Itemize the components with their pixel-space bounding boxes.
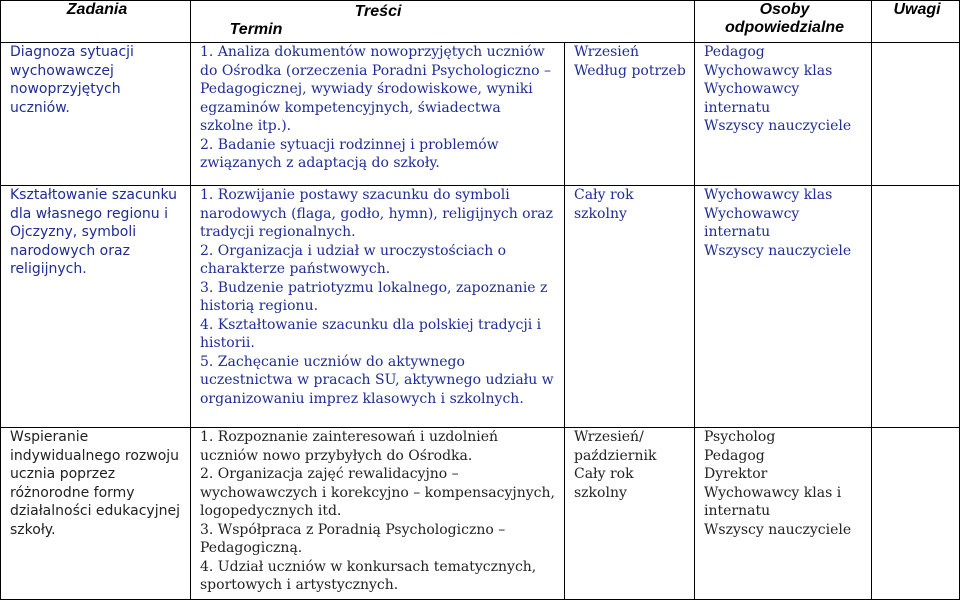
header-row xyxy=(1,1,960,43)
responsible-cell xyxy=(695,43,872,186)
notes-cell xyxy=(872,43,960,186)
content-cell xyxy=(191,428,565,600)
responsible-cell xyxy=(695,428,872,600)
responsible-item: Wychowawcy klas xyxy=(704,187,833,203)
notes-cell xyxy=(872,186,960,428)
content-item: 4. Kształtowanie szacunku dla polskiej tradycji i historii. xyxy=(200,316,542,351)
term-item: Według potrzeb xyxy=(574,62,686,79)
content-item: 3. Współpraca z Poradnią Psychologiczno – Pedagogiczną. xyxy=(200,521,506,556)
responsible-item: Wszyscy nauczyciele xyxy=(704,242,852,259)
responsible-item: Wszyscy nauczyciele xyxy=(704,118,852,134)
header-osoby: Osoby odpowiedzialne xyxy=(695,1,872,43)
term-item: Wrzesień xyxy=(574,44,640,60)
term-item: Cały rok szkolny xyxy=(574,466,634,501)
content-item: 1. Analiza dokumentów nowoprzyjętych uczniów do Ośrodka (orzeczenia Poradni Psychologiczno – Pedagogicznej, wywiady środowiskowe, wyniki egzaminów kompetencyjnych, świadectwa szkolne itp.). xyxy=(200,44,552,134)
term-cell xyxy=(565,186,695,428)
content-item: 2. Organizacja zajęć rewalidacyjno – wychowawczych i korekcyjno – kompensacyjnych, logopedycznych itd. xyxy=(200,466,555,519)
term-item: Cały rok szkolny xyxy=(574,187,634,222)
content-cell xyxy=(191,186,565,428)
responsible-item: Wszyscy nauczyciele xyxy=(704,521,852,538)
content-item: 1. Rozpoznanie zainteresowań i uzdolnień uczniów nowo przybyłych do Ośrodka. xyxy=(200,429,499,464)
header-uwagi: Uwagi xyxy=(872,1,960,43)
term-item: Wrzesień/ październik xyxy=(574,429,657,464)
responsible-cell xyxy=(695,186,872,428)
content-item: 3. Budzenie patriotyzmu lokalnego, zapoznanie z historią regionu. xyxy=(200,279,548,314)
responsible-item: Wychowawcy klas i internatu xyxy=(704,484,842,519)
responsible-item: Pedagog xyxy=(704,44,765,60)
content-item: 2. Organizacja i udział w uroczystościach o charakterze państwowych. xyxy=(200,242,507,277)
notes-cell xyxy=(872,428,960,600)
responsible-item: Wychowawcy klas xyxy=(704,62,833,79)
content-item: 5. Zachęcanie uczniów do aktywnego uczestnictwa w pracach SU, aktywnego udziału w organizowaniu imprez klasowych i szkolnych. xyxy=(200,353,554,407)
term-cell xyxy=(565,428,695,600)
header-termin: Termin xyxy=(229,21,283,38)
responsible-item: Wychowawcy internatu xyxy=(704,205,800,240)
header-tresci: Treści xyxy=(354,3,402,20)
task-cell: Diagnoza sytuacji wychowawczej nowoprzyjętych uczniów. xyxy=(1,43,191,186)
content-item: 1. Rozwijanie postawy szacunku do symboli narodowych (flaga, godło, hymn), religijnych oraz tradycji regionalnych. xyxy=(200,187,554,240)
table-row xyxy=(1,428,960,600)
content-item: 4. Udział uczniów w konkursach tematycznych, sportowych i artystycznych. xyxy=(200,558,537,593)
header-zadania: Zadania xyxy=(1,1,191,43)
header-tresci-termin xyxy=(191,1,695,43)
term-cell xyxy=(565,43,695,186)
task-cell: Kształtowanie szacunku dla własnego regionu i Ojczyzny, symboli narodowych oraz religijnych. xyxy=(1,186,191,428)
responsible-item: Wychowawcy internatu xyxy=(704,81,800,116)
table-row xyxy=(1,43,960,186)
responsible-item: Psycholog xyxy=(704,429,776,445)
responsible-item: Pedagog xyxy=(704,447,765,464)
responsible-item: Dyrektor xyxy=(704,466,768,482)
table-row xyxy=(1,186,960,428)
task-cell: Wspieranie indywidualnego rozwoju ucznia poprzez różnorodne formy działalności edukacyjnej szkoły. xyxy=(1,428,191,600)
content-cell xyxy=(191,43,565,186)
content-item: 2. Badanie sytuacji rodzinnej i problemów związanych z adaptacją do szkoły. xyxy=(200,136,499,171)
